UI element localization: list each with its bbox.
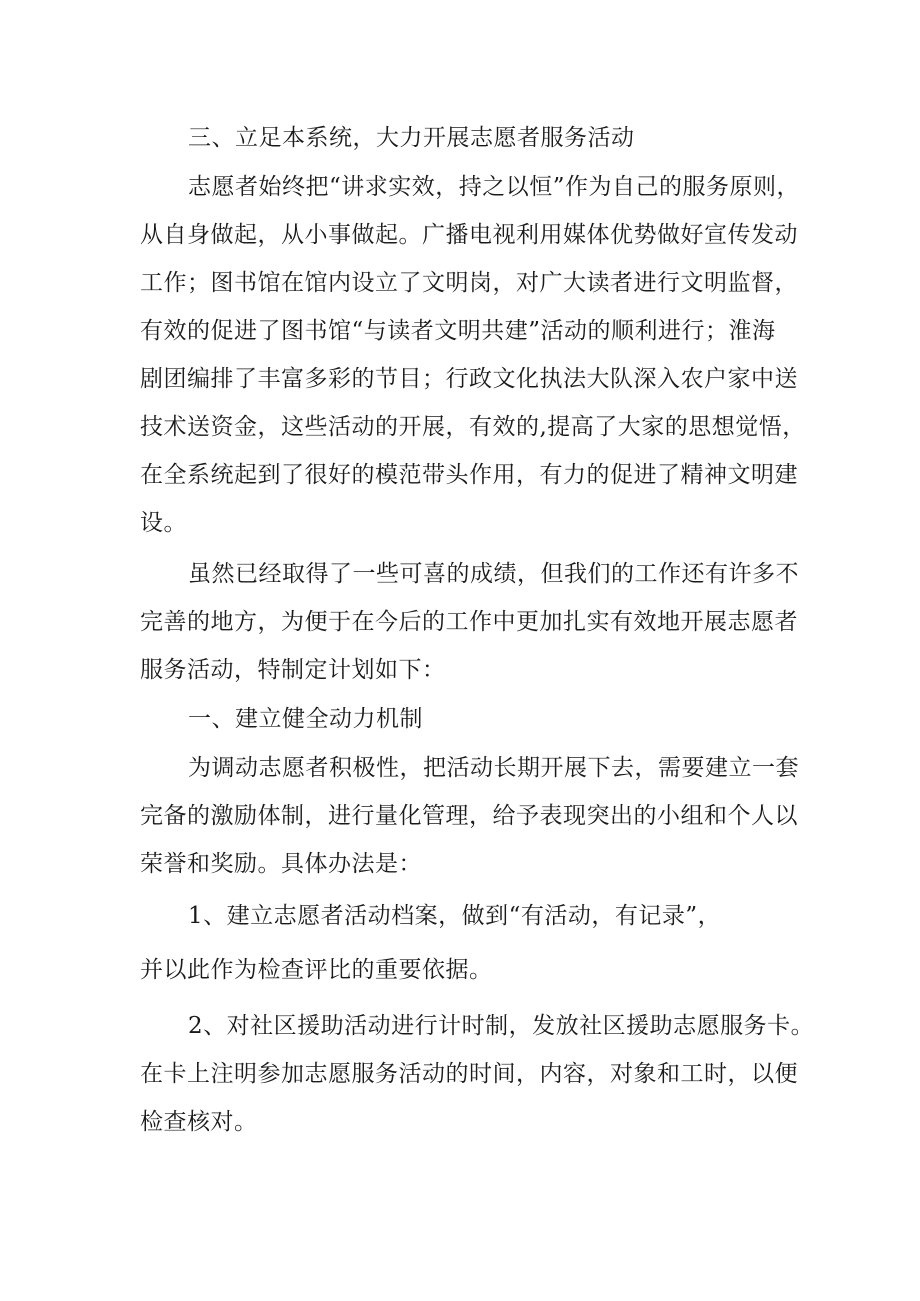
- paragraph-1-line-3: 工作；图书馆在馆内设立了文明岗，对广大读者进行文明监督，: [140, 270, 798, 296]
- list-item-1-line-2: 并以此作为检查评比的重要依据。: [140, 957, 493, 983]
- paragraph-2-line-1: 虽然已经取得了一些可喜的成绩，但我们的工作还有许多不: [188, 561, 799, 587]
- paragraph-1-line-2: 从自身做起，从小事做起。广播电视利用媒体优势做好宣传发动: [140, 222, 798, 248]
- paragraph-1-line-8: 设。: [140, 510, 187, 536]
- list-item-2-line-2: 在卡上注明参加志愿服务活动的时间，内容，对象和工时，以便: [140, 1061, 798, 1087]
- paragraph-1-line-4: 有效的促进了图书馆“与读者文明共建”活动的顺利进行；淮海: [140, 318, 776, 344]
- sub-heading: 一、建立健全动力机制: [188, 706, 423, 732]
- paragraph-1-line-5: 剧团编排了丰富多彩的节目；行政文化执法大队深入农户家中送: [140, 366, 798, 392]
- list-item-2-line-3: 检查核对。: [140, 1109, 258, 1135]
- list-item-2-line-1: 2、对社区援助活动进行计时制，发放社区援助志愿服务卡。: [188, 1013, 815, 1039]
- paragraph-3-line-2: 完备的激励体制，进行量化管理，给予表现突出的小组和个人以: [140, 803, 798, 829]
- list-item-1-line-1: 1、建立志愿者活动档案，做到“有活动，有记录”，: [188, 903, 722, 929]
- section-heading: 三、立足本系统，大力开展志愿者服务活动: [188, 125, 635, 151]
- paragraph-3-line-3: 荣誉和奖励。具体办法是：: [140, 851, 422, 877]
- paragraph-2-line-2: 完善的地方，为便于在今后的工作中更加扎实有效地开展志愿者: [140, 609, 798, 635]
- paragraph-1-line-6: 技术送资金，这些活动的开展，有效的,提高了大家的思想觉悟，: [140, 414, 806, 440]
- paragraph-1-line-7: 在全系统起到了很好的模范带头作用，有力的促进了精神文明建: [140, 462, 798, 488]
- paragraph-1-line-1: 志愿者始终把“讲求实效，持之以恒”作为自己的服务原则，: [188, 174, 801, 200]
- paragraph-2-line-3: 服务活动，特制定计划如下：: [140, 657, 446, 683]
- paragraph-3-line-1: 为调动志愿者积极性，把活动长期开展下去，需要建立一套: [188, 755, 799, 781]
